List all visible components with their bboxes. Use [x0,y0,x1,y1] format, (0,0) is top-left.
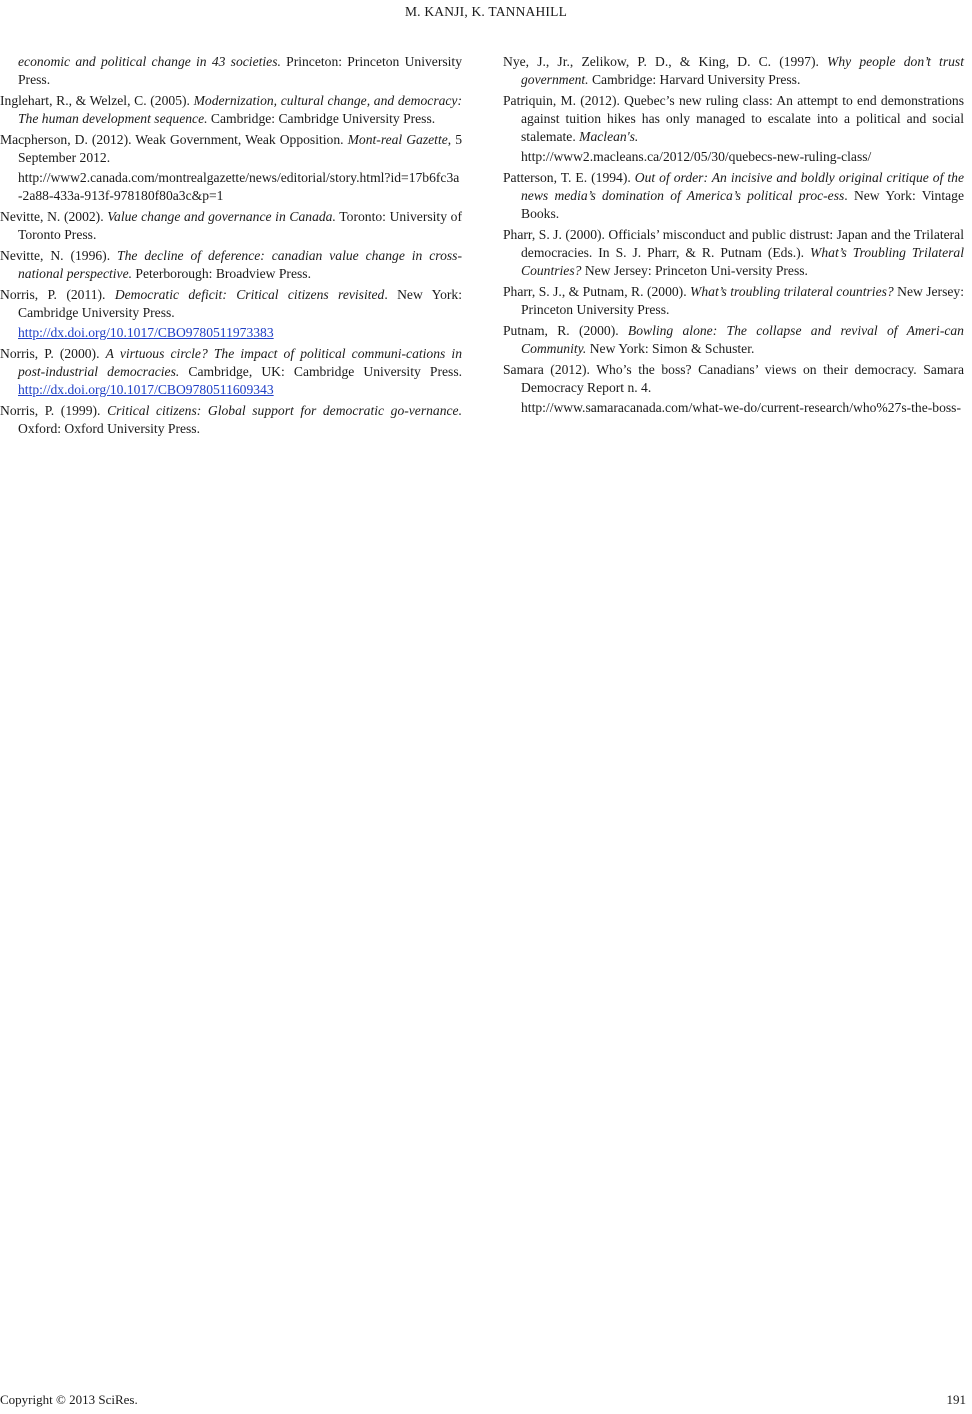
reference-publisher: . New York: Cambridge University Press. [18,287,462,320]
reference-entry [0,286,462,342]
reference-publisher: . New York: Vintage Books. [521,188,964,221]
reference-publisher: Cambridge: Harvard University Press. [588,72,801,87]
reference-title: Modernization, cultural change, and democracy: The human development sequence. [18,93,462,126]
reference-author: Macpherson, D. (2012). Weak Government, Weak Opposition. [0,132,348,147]
reference-entry [0,92,462,128]
reference-author: Pharr, S. J., & Putnam, R. (2000). [503,284,691,299]
reference-title: Out of order: An incisive and boldly original critique of the news media’s domination of America’s political proc-ess [521,170,964,203]
references-right-column [503,53,964,420]
reference-publisher: Toronto: University of Toronto Press. [18,209,462,242]
copyright-notice: Copyright © 2013 SciRes. [0,1392,138,1407]
reference-title: The decline of deference: canadian value change in cross-national perspective. [18,248,462,281]
reference-url: http://www.samaracanada.com/what-we-do/current-research/who%27s-the-boss- [521,400,961,415]
reference-title: Mont-real Gazette [347,132,448,147]
reference-publisher: Cambridge: Cambridge University Press. [207,111,436,126]
reference-entry [503,322,964,358]
reference-title: What’s troubling trilateral countries? [690,284,894,299]
reference-author: Inglehart, R., & Welzel, C. (2005). [0,93,194,108]
reference-author: Norris, P. (1999). [0,403,108,418]
reference-entry [503,53,964,89]
reference-title: Bowling alone: The collapse and revival of Ameri-can Community. [521,323,964,356]
reference-author: Nye, J., Jr., Zelikow, P. D., & King, D. C. (1997). [503,54,828,69]
reference-title: Maclean's. [579,129,639,144]
reference-entry [0,53,462,89]
reference-publisher: Peterborough: Broadview Press. [132,266,311,281]
page-number: 191 [946,1392,966,1407]
reference-title: Democratic deficit: Critical citizens revisited [114,287,385,302]
reference-entry [503,361,964,417]
reference-title: Critical citizens: Global support for democratic go-vernance. [107,403,462,418]
reference-entry [0,131,462,205]
reference-author: Nevitte, N. (2002). [0,209,108,224]
reference-title: Value change and governance in Canada. [107,209,336,224]
reference-author: Norris, P. (2000). [0,346,106,361]
reference-entry [503,92,964,166]
reference-entry [0,402,462,438]
reference-publisher: New Jersey: Princeton University Press. [521,284,964,317]
doi-link[interactable]: http://dx.doi.org/10.1017/CBO9780511609343 [18,382,274,397]
reference-author: Patriquin, M. (2012). Quebec’s new ruling class: An attempt to end demonstrations against tuition hikes has only managed to escalate into a political and social stalemate. [503,93,964,144]
reference-author: Nevitte, N. (1996). [0,248,118,263]
reference-entry [503,226,964,280]
reference-title: Why people don’t trust government. [521,54,964,87]
reference-entry [0,208,462,244]
reference-publisher: New Jersey: Princeton Uni-versity Press. [581,263,808,278]
reference-url: http://www2.canada.com/montrealgazette/news/editorial/story.html?id=17b6fc3a-2a88-433a-913f-978180f80a3c&p=1 [18,170,460,203]
reference-entry [503,283,964,319]
reference-publisher: , 5 September 2012. [18,132,463,165]
reference-publisher: Princeton: Princeton University Press. [18,54,462,87]
doi-link[interactable]: http://dx.doi.org/10.1017/CBO9780511973383 [18,325,274,340]
reference-author: Patterson, T. E. (1994). [503,170,635,185]
reference-title: economic and political change in 43 societies. [18,54,281,69]
reference-author: Samara (2012). Who’s the boss? Canadians’ views on their democracy. Samara Democracy Report n. 4. [503,362,964,395]
reference-publisher: Cambridge, UK: Cambridge University Press. [179,364,463,379]
reference-title: What’s Troubling Trilateral Countries? [521,245,964,278]
reference-entry [0,345,462,399]
reference-entry [0,247,462,283]
reference-publisher: Oxford: Oxford University Press. [18,421,200,436]
references-left-column [0,53,462,441]
reference-entry [503,169,964,223]
reference-title: A virtuous circle? The impact of political communi-cations in post-industrial democracies. [18,346,463,379]
reference-author: Putnam, R. (2000). [503,323,628,338]
running-header: M. KANJI, K. TANNAHILL [404,4,568,19]
reference-author: Pharr, S. J. (2000). Officials’ misconduct and public distrust: Japan and the Trilateral democracies. In S. J. Pharr, & R. Putnam (Eds.). [503,227,964,260]
reference-author: Norris, P. (2011). [0,287,115,302]
reference-publisher: New York: Simon & Schuster. [586,341,755,356]
reference-url: http://www2.macleans.ca/2012/05/30/quebecs-new-ruling-class/ [521,149,872,164]
